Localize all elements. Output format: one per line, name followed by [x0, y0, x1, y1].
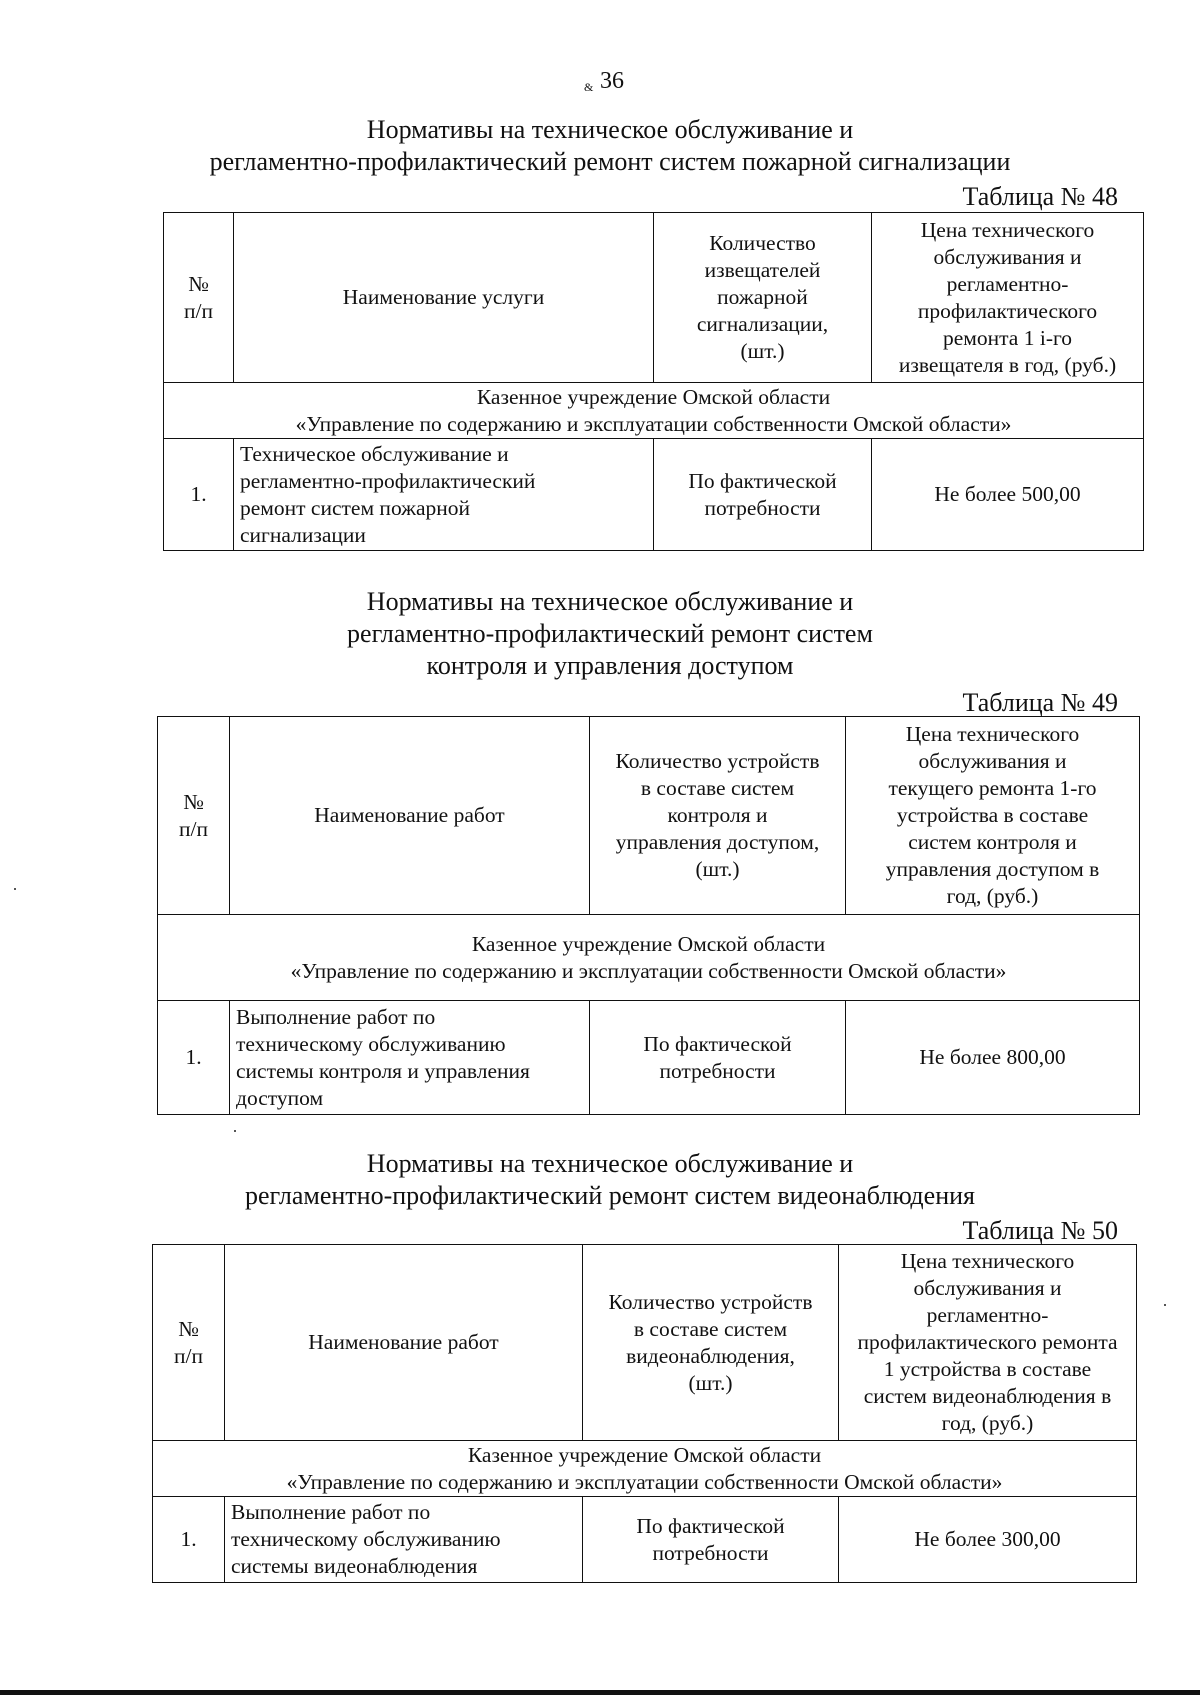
header-line: управления доступом в — [885, 857, 1100, 881]
header-line: № — [178, 1316, 199, 1341]
header-line: Цена технического — [920, 217, 1095, 242]
header-line: год, (руб.) — [941, 1411, 1034, 1435]
header-line: Цена технического — [905, 722, 1080, 746]
header-line: 1 устройства в составе — [883, 1357, 1092, 1381]
row-name-line: Техническое обслуживание и — [240, 441, 509, 466]
table-49-number: Таблица № 49 — [962, 688, 1118, 717]
row-num: 1. — [164, 439, 234, 551]
header-line: профилактического ремонта — [857, 1330, 1118, 1354]
header-line: п/п — [184, 298, 213, 323]
row-qty — [590, 1001, 846, 1115]
header-qty — [654, 213, 872, 383]
header-line: в составе систем — [640, 776, 795, 800]
header-line: сигнализации, — [696, 312, 829, 336]
org-line: Казенное учреждение Омской области — [467, 1442, 822, 1467]
header-line: пожарной — [717, 285, 808, 309]
table-48 — [163, 212, 1144, 551]
org-cell — [164, 383, 1144, 439]
row-qty-line: потребности — [659, 1058, 776, 1083]
row-num: 1. — [158, 1001, 230, 1115]
org-row — [164, 383, 1144, 439]
scan-speck — [14, 888, 16, 890]
header-row — [164, 213, 1144, 383]
header-line: видеонаблюдения, — [626, 1343, 795, 1368]
table-row — [164, 439, 1144, 551]
table-48-number: Таблица № 48 — [962, 182, 1118, 211]
header-line: обслуживания и — [913, 1276, 1062, 1300]
org-cell — [153, 1441, 1137, 1497]
header-line: Цена технического — [900, 1249, 1075, 1273]
header-row — [153, 1245, 1137, 1441]
table-row — [158, 1001, 1140, 1115]
header-line: извещателя в год, (руб.) — [898, 352, 1117, 377]
header-line: год, (руб.) — [946, 884, 1039, 908]
row-name-line: сигнализации — [240, 522, 366, 547]
title-line: регламентно-профилактический ремонт систем — [347, 619, 873, 648]
title-line: Нормативы на техническое обслуживание и — [366, 587, 854, 616]
scan-mark: & — [584, 80, 594, 94]
header-qty — [583, 1245, 839, 1441]
header-line: профилактического — [917, 298, 1098, 323]
org-row — [153, 1441, 1137, 1497]
org-cell — [158, 915, 1140, 1001]
row-name-line: системы видеонаблюдения — [231, 1554, 478, 1578]
row-price: Не более 500,00 — [872, 439, 1144, 551]
org-row — [158, 915, 1140, 1001]
header-line: Количество — [709, 231, 816, 255]
header-line: п/п — [179, 816, 208, 841]
header-line: управления доступом, — [615, 830, 820, 854]
header-name: Наименование услуги — [234, 213, 654, 383]
table-48-title — [170, 114, 1050, 178]
table-50-title — [170, 1148, 1050, 1212]
header-name: Наименование работ — [225, 1245, 583, 1441]
page-number: 36 — [600, 68, 624, 94]
title-line: контроля и управления доступом — [426, 651, 794, 680]
header-line: регламентно- — [946, 271, 1069, 296]
org-line: «Управление по содержанию и эксплуатации собственности Омской области» — [286, 1469, 1003, 1494]
header-line: № — [188, 271, 209, 296]
table-49-title — [170, 586, 1050, 682]
header-line: регламентно- — [926, 1303, 1049, 1327]
header-line: Количество устройств — [615, 749, 820, 773]
header-price — [846, 717, 1140, 915]
header-num — [164, 213, 234, 383]
row-price: Не более 300,00 — [839, 1497, 1137, 1583]
header-name: Наименование работ — [230, 717, 590, 915]
header-line: (шт.) — [740, 339, 785, 363]
row-price: Не более 800,00 — [846, 1001, 1140, 1115]
row-name-line: регламентно-профилактический — [240, 468, 536, 493]
row-qty — [583, 1497, 839, 1583]
row-name — [234, 439, 654, 551]
row-qty-line: потребности — [652, 1540, 769, 1565]
row-name-line: системы контроля и управления — [236, 1058, 530, 1083]
header-line: Количество устройств — [608, 1289, 813, 1314]
header-line: в составе систем — [633, 1316, 788, 1341]
header-line: текущего ремонта 1-го — [888, 776, 1097, 800]
title-line: Нормативы на техническое обслуживание и — [366, 115, 854, 144]
row-name-line: техническому обслуживанию — [236, 1031, 506, 1056]
org-line: «Управление по содержанию и эксплуатации собственности Омской области» — [290, 958, 1007, 983]
header-line: (шт.) — [688, 1370, 733, 1395]
row-qty-line: По фактической — [636, 1513, 785, 1538]
header-line: систем контроля и — [908, 830, 1077, 854]
header-line: п/п — [174, 1343, 203, 1368]
header-row — [158, 717, 1140, 915]
row-qty-line: потребности — [704, 495, 821, 520]
table-row — [153, 1497, 1137, 1583]
header-line: обслуживания и — [933, 244, 1082, 269]
row-name-line: Выполнение работ по — [231, 1500, 431, 1524]
title-line: Нормативы на техническое обслуживание и — [366, 1149, 854, 1178]
header-price — [872, 213, 1144, 383]
header-line: № — [183, 789, 204, 814]
table-49 — [157, 716, 1140, 1115]
row-name — [225, 1497, 583, 1583]
scan-edge-line — [0, 1690, 1200, 1695]
header-line: систем видеонаблюдения в — [863, 1384, 1112, 1408]
scan-speck — [1164, 1304, 1166, 1306]
title-line: регламентно-профилактический ремонт систем пожарной сигнализации — [209, 147, 1011, 176]
row-name-line: техническому обслуживанию — [231, 1527, 501, 1551]
org-line: «Управление по содержанию и эксплуатации собственности Омской области» — [295, 411, 1012, 436]
header-line: контроля и — [667, 803, 768, 827]
header-line: ремонта 1 i-го — [942, 325, 1073, 350]
title-line: регламентно-профилактический ремонт систем видеонаблюдения — [244, 1181, 975, 1210]
scan-speck — [234, 1130, 236, 1132]
header-qty — [590, 717, 846, 915]
header-line: обслуживания и — [918, 749, 1067, 773]
org-line: Казенное учреждение Омской области — [476, 384, 831, 409]
row-qty — [654, 439, 872, 551]
row-name — [230, 1001, 590, 1115]
row-qty-line: По фактической — [643, 1031, 792, 1056]
header-num — [158, 717, 230, 915]
row-name-line: Выполнение работ по — [236, 1004, 436, 1029]
header-price — [839, 1245, 1137, 1441]
header-num — [153, 1245, 225, 1441]
header-line: (шт.) — [695, 857, 740, 881]
table-50-number: Таблица № 50 — [962, 1216, 1118, 1245]
header-line: извещателей — [704, 258, 821, 282]
header-line: устройства в составе — [896, 803, 1089, 827]
org-line: Казенное учреждение Омской области — [471, 931, 826, 956]
row-name-line: ремонт систем пожарной — [240, 495, 471, 520]
row-num: 1. — [153, 1497, 225, 1583]
row-name-line: доступом — [236, 1085, 324, 1110]
row-qty-line: По фактической — [688, 468, 837, 493]
table-50 — [152, 1244, 1137, 1583]
